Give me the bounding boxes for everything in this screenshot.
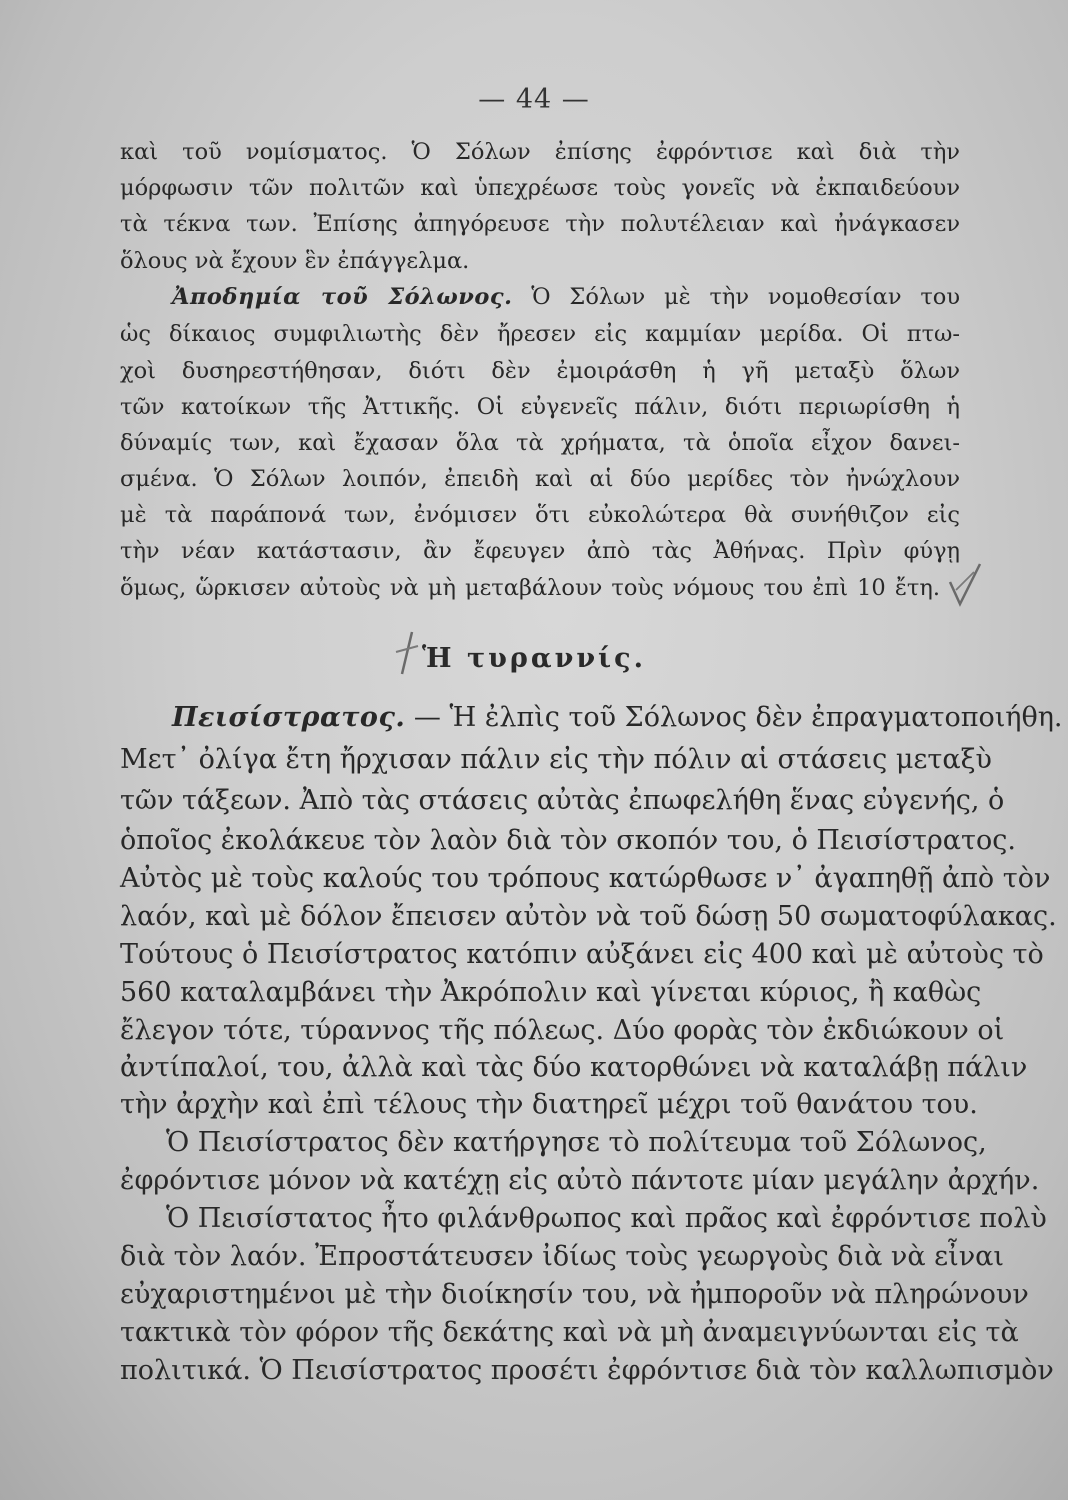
text-line: ἔλεγον τότε, τύραννος τῆς πόλεως. Δύο φορὰς τὸν ἐκδιώκουν οἱ [120, 1015, 1005, 1046]
text-line: ἐφρόντισε μόνον νὰ κατέχῃ εἰς αὐτὸ πάντοτε μίαν μεγάλην ἀρχήν. [120, 1165, 1040, 1196]
text-line: τακτικὰ τὸν φόρον τῆς δεκάτης καὶ νὰ μὴ ἀναμειγνύωνται εἰς τὰ [120, 1317, 1019, 1348]
text-line: τὰ τέκνα των. Ἐπίσης ἀπηγόρευσε τὴν πολυτέλειαν καὶ ἠνάγκασεν [120, 211, 960, 237]
text-line: τὴν ἀρχὴν καὶ ἐπὶ τέλους τὴν διατηρεῖ μέχρι τοῦ θανάτου του. [120, 1089, 978, 1120]
text-line: ὅμως, ὥρκισεν αὐτοὺς νὰ μὴ μεταβάλουν τοὺς νόμους του ἐπὶ 10 ἔτη. [120, 575, 940, 601]
text-line: μόρφωσιν τῶν πολιτῶν καὶ ὑπεχρέωσε τοὺς γονεῖς νὰ ἐκπαιδεύουν [120, 175, 960, 201]
text-line: Ὁ Πεισίστρατος δὲν κατήργησε τὸ πολίτευμα τοῦ Σόλωνος, [166, 1127, 987, 1158]
pencil-mark-icon [946, 560, 986, 610]
text-line-rest: — Ἡ ἐλπὶς τοῦ Σόλωνος δὲν ἐπραγματοποιήθη. [413, 702, 1063, 733]
paragraph-first-line [172, 279, 960, 315]
text-line: Αὐτὸς μὲ τοὺς καλούς του τρόπους κατώρθωσε ν᾽ ἀγαπηθῇ ἀπὸ τὸν [120, 863, 1051, 894]
text-line: Ὁ Πεισίστατος ἦτο φιλάνθρωπος καὶ πρᾶος καὶ ἐφρόντισε πολὺ [166, 1203, 1047, 1234]
text-line: τῶν τάξεων. Ἀπὸ τὰς στάσεις αὐτὰς ἐπωφελήθη ἕνας εὐγενής, ὁ [120, 785, 1005, 816]
text-line: χοὶ δυσηρεστήθησαν, διότι δὲν ἐμοιράσθη ἡ γῆ μεταξὺ ὅλων [120, 358, 960, 384]
text-line: σμένα. Ὁ Σόλων λοιπόν, ἐπειδὴ καὶ αἱ δύο μερίδες τὸν ἠνώχλουν [120, 466, 960, 492]
text-line: μὲ τὰ παράπονά των, ἐνόμισεν ὅτι εὐκολώτερα θὰ συνήθιζον εἰς [120, 502, 960, 528]
text-line-rest: Ὁ Σόλων μὲ τὴν νομοθεσίαν του [531, 284, 960, 310]
text-line: Μετ᾽ ὀλίγα ἔτη ἤρχισαν πάλιν εἰς τὴν πόλιν αἱ στάσεις μεταξὺ [120, 744, 992, 775]
text-line: καὶ τοῦ νομίσματος. Ὁ Σόλων ἐπίσης ἐφρόντισε καὶ διὰ τὴν [120, 139, 960, 165]
section-title: Ἡ τυραννίς. [422, 643, 646, 674]
paragraph-first-line [172, 700, 1063, 736]
text-line: λαόν, καὶ μὲ δόλον ἔπεισεν αὐτὸν νὰ τοῦ δώσῃ 50 σωματοφύλακας. [120, 901, 1057, 932]
text-line: 560 καταλαμβάνει τὴν Ἀκρόπολιν καὶ γίνεται κύριος, ἢ καθὼς [120, 977, 982, 1008]
text-line: τῶν κατοίκων τῆς Ἀττικῆς. Οἱ εὐγενεῖς πάλιν, διότι περιωρίσθη ἡ [120, 394, 960, 420]
text-line: Τούτους ὁ Πεισίστρατος κατόπιν αὐξάνει εἰς 400 καὶ μὲ αὐτοὺς τὸ [120, 939, 1044, 970]
text-line: ὁποῖος ἐκολάκευε τὸν λαὸν διὰ τὸν σκοπόν του, ὁ Πεισίστρατος. [120, 825, 1016, 856]
text-line: ὅλους νὰ ἔχουν ἓν ἐπάγγελμα. [120, 248, 470, 274]
text-line: διὰ τὸν λαόν. Ἐπροστάτευσεν ἰδίως τοὺς γεωργοὺς διὰ νὰ εἶναι [120, 1241, 1004, 1272]
text-line: εὐχαριστημένοι μὲ τὴν διοίκησίν του, νὰ ἠμποροῦν νὰ πληρώνουν [120, 1279, 1029, 1310]
text-line: δύναμίς των, καὶ ἔχασαν ὅλα τὰ χρήματα, τὰ ὁποῖα εἶχον δανει- [120, 430, 960, 456]
text-line: πολιτικά. Ὁ Πεισίστρατος προσέτι ἐφρόντισε διὰ τὸν καλλωπισμὸν [120, 1355, 1054, 1386]
text-line: ὡς δίκαιος συμφιλιωτὴς δὲν ἤρεσεν εἰς καμμίαν μερίδα. Οἱ πτω- [120, 321, 960, 347]
text-line: τὴν νέαν κατάστασιν, ἂν ἔφευγεν ἀπὸ τὰς Ἀθήνας. Πρὶν φύγῃ [120, 538, 960, 564]
text-line: ἀντίπαλοί, του, ἀλλὰ καὶ τὰς δύο κατορθώνει νὰ καταλάβῃ πάλιν [120, 1052, 1028, 1083]
page-number: — 44 — [478, 84, 590, 115]
paragraph-heading-peisistratos: Πεισίστρατος. [172, 702, 406, 733]
paragraph-heading-apodimia: Ἀποδημία τοῦ Σόλωνος. [172, 284, 513, 310]
